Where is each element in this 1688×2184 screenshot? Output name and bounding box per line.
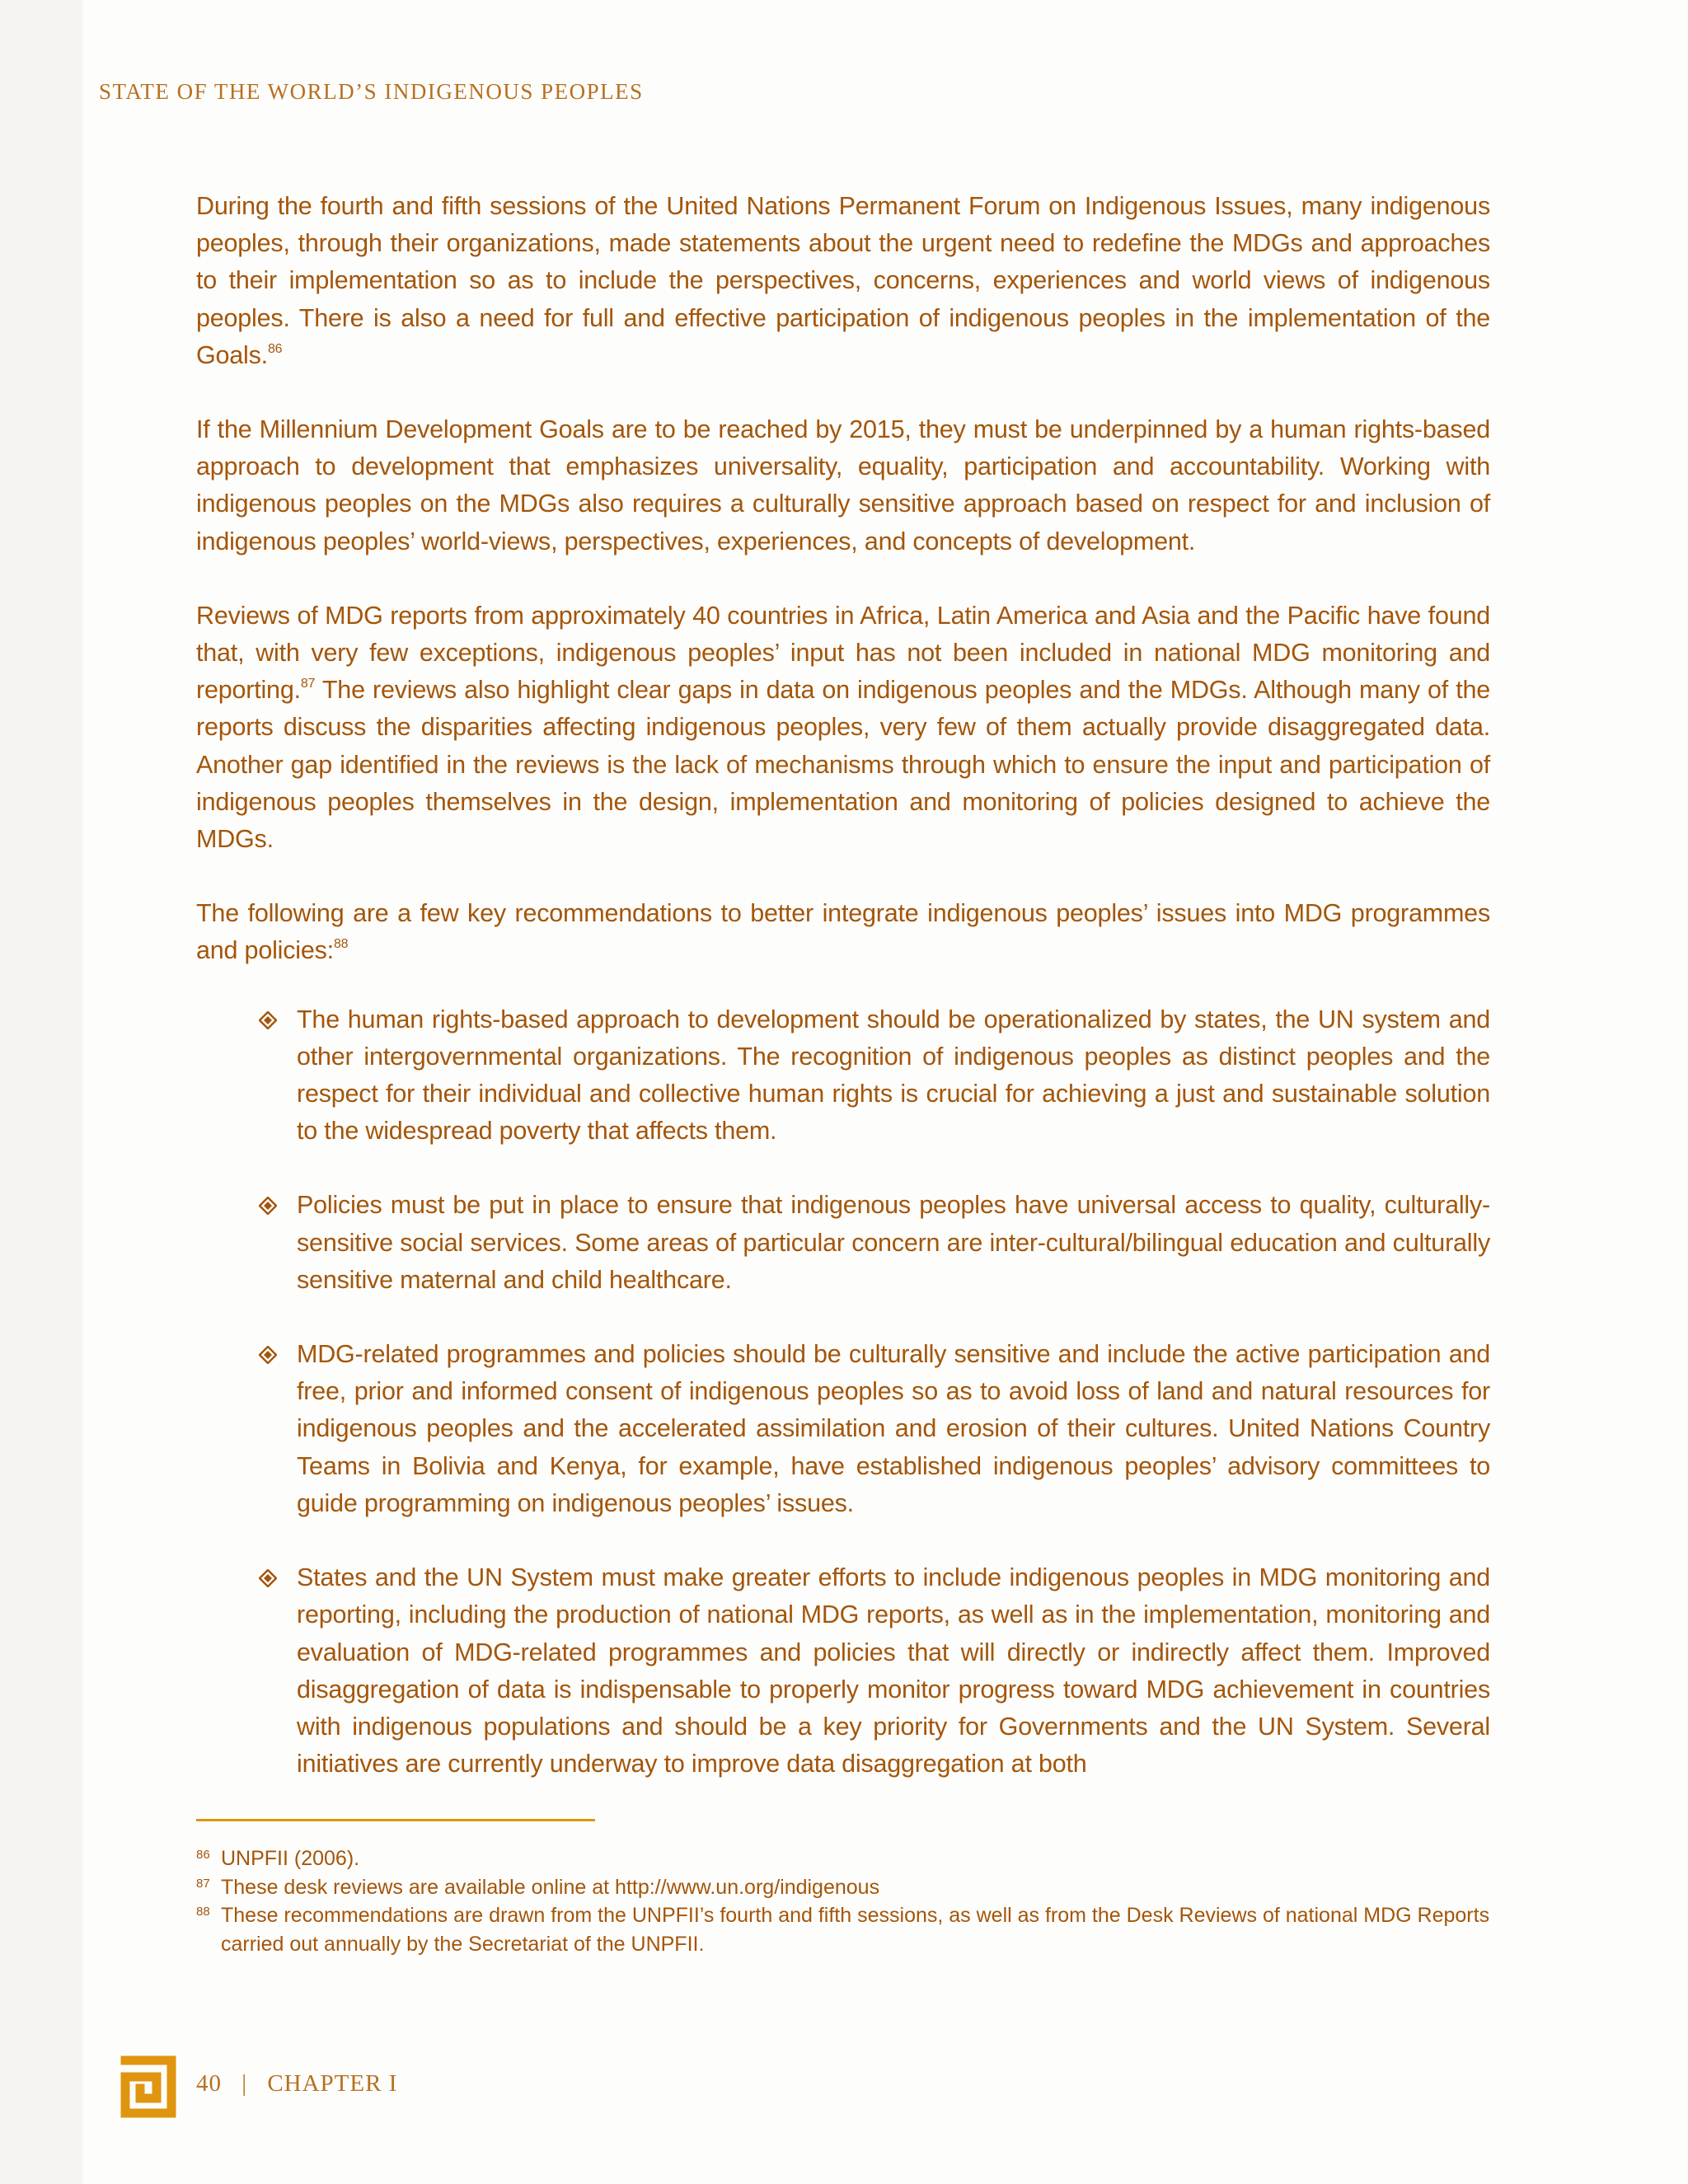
list-item: States and the UN System must make greater efforts to include indigenous peoples in MDG monitoring and reporting, including the production of national MDG reports, as well as in the implementation, monitoring and evaluation of MDG-related programmes and policies that will directly or indirectly affect them. Improved disaggregation of data is indispensable to properly monitor progress toward MDG achievement in countries with indigenous populations and should be a key priority for Governments and the UN System. Several initiatives are currently underway to improve data disaggregation at both [196, 1559, 1490, 1783]
diamond-bullet-icon [259, 1011, 277, 1029]
footer-separator: | [241, 2070, 248, 2097]
diamond-bullet-icon [259, 1569, 277, 1587]
list-item: MDG-related programmes and policies should be culturally sensitive and include the active participation and free, prior and informed consent of indigenous peoples so as to avoid loss of land and natural resources for indigenous peoples and the accelerated assimilation and erosion of their cultures. United Nations Country Teams in Bolivia and Kenya, for example, have established indigenous peoples’ advisory committees to guide programming on indigenous peoples’ issues. [196, 1336, 1490, 1522]
paragraph-4: The following are a few key recommendations to better integrate indigenous peoples’ issues into MDG programmes and policies:$^{88}$ [196, 899, 1490, 965]
diamond-bullet-icon [259, 1197, 277, 1215]
footnotes [196, 1844, 1490, 1958]
spiral-logo-icon [120, 2052, 176, 2118]
footnote-ref-88[interactable]: 88 [333, 937, 349, 952]
list-item: The human rights-based approach to development should be operationalized by states, the UN system and other intergovernmental organizations. The recognition of indigenous peoples as distinct peoples and the respect for their individual and collective human rights is crucial for achieving a just and sustainable solution to the widespread poverty that affects them. [196, 1001, 1490, 1151]
footnote-ref-87[interactable]: 87 [300, 677, 316, 691]
paragraph-3: Reviews of MDG reports from approximately 40 countries in Africa, Latin America and Asia and the Pacific have found that, with very few exceptions, indigenous peoples’ input has not been included in national MDG monitoring and reporting.$^{87}$ The reviews also highlight clear gaps in data on indigenous peoples and the MDGs. Although many of the reports discuss the disparities affecting indigenous peoples, very few of them actually provide disaggregated data. Another gap identified in the reviews is the lack of mechanisms through which to ensure the input and participation of indigenous peoples themselves in the design, implementation and monitoring of policies designed to achieve the MDGs. [196, 601, 1490, 854]
footnote-ref-86[interactable]: 86 [267, 341, 283, 356]
footnote-divider [196, 1819, 595, 1821]
recommendations-list [196, 1001, 1490, 1783]
chapter-label: CHAPTER I [267, 2070, 398, 2097]
footnote-86: 86 UNPFII (2006). [196, 1847, 360, 1870]
list-item: Policies must be put in place to ensure that indigenous peoples have universal access to quality, culturally-sensitive social services. Some areas of particular concern are inter-cultural/bilingual education and culturally sensitive maternal and child healthcare. [196, 1187, 1490, 1299]
diamond-bullet-icon [259, 1346, 277, 1364]
paragraph-2: If the Millennium Development Goals are to be reached by 2015, they must be underpinned by a human rights-based approach to development that emphasizes universality, equality, participation and accountability. Working with indigenous peoples on the MDGs also requires a culturally sensitive approach based on respect for and inclusion of indigenous peoples’ world-views, perspectives, experiences, and concepts of development. [196, 415, 1490, 555]
footnote-88: 88 These recommendations are drawn from the UNPFII’s fourth and fifth sessions, as well as from the Desk Reviews of national MDG Reports carried out annually by the Secretariat of the UNPFII. [196, 1904, 1490, 1956]
body-text [196, 188, 1490, 1820]
page-number: 40 [196, 2070, 222, 2097]
paragraph-1: During the fourth and fifth sessions of the United Nations Permanent Forum on Indigenous Issues, many indigenous peoples, through their organizations, made statements about the urgent need to redefine the MDGs and approaches to their implementation so as to include the perspectives, concerns, experiences and world views of indigenous peoples. There is also a need for full and effective participation of indigenous peoples in the implementation of the Goals.$^{86}$ [196, 192, 1490, 369]
footnote-87: 87 These desk reviews are available online at http://www.un.org/indigenous [196, 1875, 880, 1899]
page-footer [196, 2070, 397, 2097]
running-header: STATE OF THE WORLD’S INDIGENOUS PEOPLES [99, 79, 644, 104]
